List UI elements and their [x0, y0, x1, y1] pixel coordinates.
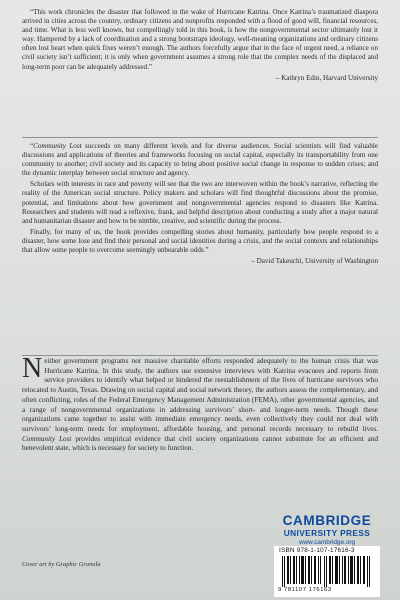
endorsement-quote-takeuchi	[22, 142, 378, 266]
drop-cap: N	[22, 353, 43, 384]
divider-rule	[22, 137, 378, 138]
publisher-subtitle: UNIVERSITY PRESS	[283, 528, 371, 538]
barcode-icon	[280, 556, 374, 587]
book-description	[22, 353, 378, 456]
isbn-label: ISBN 978-1-107-17616-3	[279, 547, 355, 554]
book-title-italic: Community Lost	[22, 434, 72, 443]
description-paragraph	[22, 353, 378, 454]
endorsement-paragraph-2: Scholars with interests in race and poverty will see that the two are interwoven within the book’s narrative, reflecting the reality of the American social structure. Policy makers and scholars will find thoughtful discussions about the promise, potential, and limitations about how government and nongovernmental agencies respond to disasters like Katrina. Researchers and students will read a reflexive, frank, and helpful description about conducting a study after a major natural and humanitarian disaster and how to be nimble, creative, and scientific during the process.	[22, 180, 378, 225]
book-title-italic: Community Lost	[33, 142, 82, 150]
endorsement-quote-edin	[22, 8, 378, 83]
description-text-end: provides empirical evidence that civil society organizations cannot substitute for an efficient and benevolent state, which is necessary for society to function.	[22, 434, 378, 453]
barcode-number: 9 781107 176163	[278, 587, 332, 593]
endorsement-text: succeeds on many different levels and for diverse audiences. Social scientists will find valuable discussions and applications of theories and frameworks focusing on social capital, especially its transportability from one community to another; civil society and its capacity to bring about positive social change in response to sudden crises; and the dynamic interplay between social structure and agency.	[22, 142, 378, 178]
endorsement-paragraph-1	[22, 142, 378, 178]
cover-art-credit: Cover art by Graphic Granola	[22, 561, 101, 568]
publisher-url: www.cambridge.org	[298, 539, 356, 546]
publisher-name: CAMBRIDGE	[282, 513, 372, 528]
isbn-barcode	[274, 546, 380, 597]
open-quote: “	[30, 142, 34, 150]
divider-rule	[22, 355, 378, 356]
publisher-logo	[274, 514, 380, 547]
endorsement-paragraph-3: Finally, for many of us, the book provides compelling stories about humanity, particularly how people respond to a disaster, how some lose and find their personal and social identities during a crisis, and the social contexts and relationships that allow some people to overcome seemingly unbearable odds.”	[22, 227, 378, 255]
endorsement-attribution: – David Takeuchi, University of Washington	[251, 257, 378, 266]
endorsement-attribution: – Kathryn Edin, Harvard University	[275, 73, 378, 82]
endorsement-text: “This work chronicles the disaster that followed in the wake of Hurricane Katrina. Once Katrina’s traumatized diaspora arrived in cities across the country, ordinary citizens and nonprofits responded with a flood of good will, financial resources, and time. What is less well known, but compellingly told in this book, is how the nongovernmental sector ultimately lost it way. Hampered by a lack of coordination and a strong bootstraps ideology, well-meaning organizations and ordinary citizens often lost heart when quick fixes weren’t enough. The authors forcefully argue that in the face of urgent need, a reliance on civil society isn’t sufficient; it is only when government assumes a strong role that the complex needs of the displaced and long-term poor can be adequately addressed.”	[22, 8, 378, 71]
description-text: either government programs nor massive charitable efforts responded adequately to the human crisis that was Hurricane Katrina. In this study, the authors use extensive interviews with Katrina evacuees and reports from service providers to identify what helped or hindered the reestablishment of the lives of hurricane survivors who relocated to Austin, Texas. Drawing on social capital and social network theory, the authors assess the complementary, and often conflicting, roles of the Federal Emergency Management Administration (FEMA), other governmental agencies, and a range of nongovernmental organizations in addressing survivors’ short- and longer-term needs. Though these organizations came together to assist with immediate emergency needs, even collectively they could not deal with survivors’ long-term needs for employment, affordable housing, and personal records necessary to rebuild lives.	[22, 357, 378, 433]
